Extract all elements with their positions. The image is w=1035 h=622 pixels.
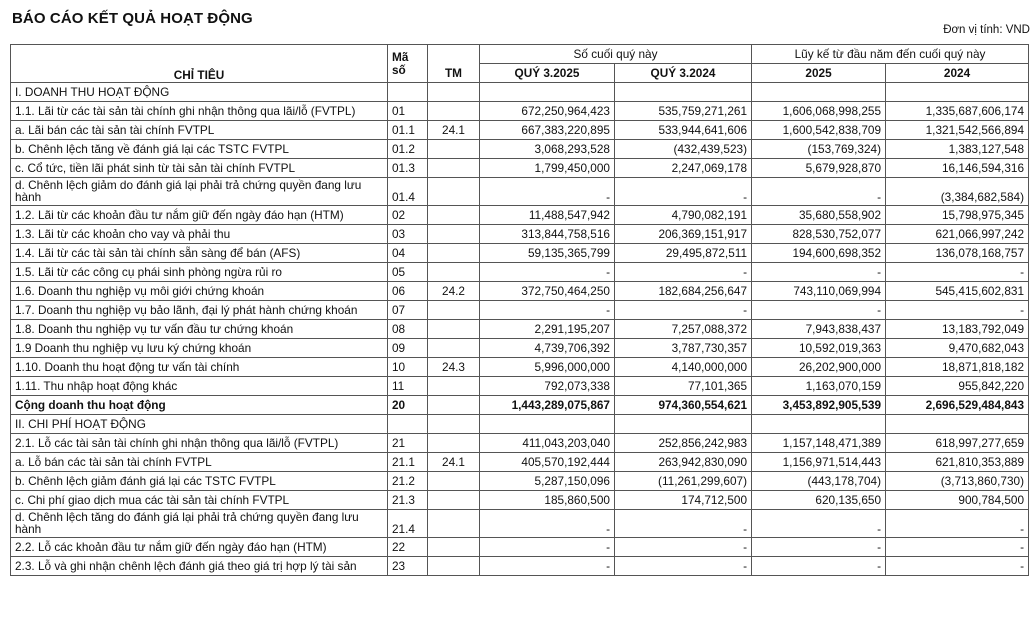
- row-ytd-current: (153,769,324): [752, 140, 886, 159]
- table-row: [11, 282, 1029, 301]
- row-ytd-current: 1,156,971,514,443: [752, 453, 886, 472]
- row-q-prior: -: [615, 510, 752, 538]
- row-q-current: 11,488,547,942: [480, 206, 615, 225]
- row-label: d. Chênh lệch tăng do đánh giá lại phải trả chứng quyền đang lưu hành: [11, 510, 388, 538]
- row-code: 21.1: [388, 453, 428, 472]
- row-label: c. Cổ tức, tiền lãi phát sinh từ tài sản tài chính FVTPL: [11, 159, 388, 178]
- table-row: [11, 491, 1029, 510]
- row-code: 21.2: [388, 472, 428, 491]
- row-q-prior: 533,944,641,606: [615, 121, 752, 140]
- row-ytd-prior: (3,384,682,584): [886, 178, 1029, 206]
- row-q-current: 2,291,195,207: [480, 320, 615, 339]
- row-code: 01: [388, 102, 428, 121]
- row-label: 1.7. Doanh thu nghiệp vụ bảo lãnh, đại lý phát hành chứng khoán: [11, 301, 388, 320]
- row-q-prior: -: [615, 557, 752, 576]
- row-q-current: -: [480, 538, 615, 557]
- row-ytd-current: 3,453,892,905,539: [752, 396, 886, 415]
- row-ytd-prior: 621,066,997,242: [886, 225, 1029, 244]
- header-ma-so: [388, 45, 428, 83]
- row-q-current: 313,844,758,516: [480, 225, 615, 244]
- row-ytd-prior: -: [886, 538, 1029, 557]
- row-q-prior: 2,247,069,178: [615, 159, 752, 178]
- row-q-prior: -: [615, 178, 752, 206]
- row-note: 24.1: [428, 453, 480, 472]
- row-ytd-current: 1,157,148,471,389: [752, 434, 886, 453]
- row-label: 1.1. Lãi từ các tài sản tài chính ghi nhận thông qua lãi/lỗ (FVTPL): [11, 102, 388, 121]
- row-ytd-prior: 955,842,220: [886, 377, 1029, 396]
- table-row: [11, 320, 1029, 339]
- row-code: [388, 83, 428, 102]
- row-label: 1.2. Lãi từ các khoản đầu tư nắm giữ đến ngày đáo hạn (HTM): [11, 206, 388, 225]
- row-ytd-prior: 900,784,500: [886, 491, 1029, 510]
- table-row: [11, 358, 1029, 377]
- row-q-prior: -: [615, 538, 752, 557]
- row-code: 20: [388, 396, 428, 415]
- row-label: b. Chênh lệch giảm đánh giá lại các TSTC FVTPL: [11, 472, 388, 491]
- row-q-current: 792,073,338: [480, 377, 615, 396]
- row-code: 22: [388, 538, 428, 557]
- row-note: [428, 301, 480, 320]
- row-ytd-prior: 18,871,818,182: [886, 358, 1029, 377]
- row-ytd-current: [752, 83, 886, 102]
- header-ytd-prior: 2024: [886, 64, 1029, 83]
- row-ytd-current: 1,600,542,838,709: [752, 121, 886, 140]
- row-note: [428, 159, 480, 178]
- row-label: 2.3. Lỗ và ghi nhận chênh lệch đánh giá theo giá trị hợp lý tài sản: [11, 557, 388, 576]
- row-code: 02: [388, 206, 428, 225]
- row-note: 24.3: [428, 358, 480, 377]
- row-ytd-current: -: [752, 538, 886, 557]
- row-ytd-current: 620,135,650: [752, 491, 886, 510]
- row-ytd-prior: 1,321,542,566,894: [886, 121, 1029, 140]
- table-row: [11, 263, 1029, 282]
- row-q-prior: 206,369,151,917: [615, 225, 752, 244]
- row-ytd-current: 1,163,070,159: [752, 377, 886, 396]
- row-note: [428, 377, 480, 396]
- row-ytd-current: -: [752, 510, 886, 538]
- table-row: [11, 178, 1029, 206]
- table-row: [11, 434, 1029, 453]
- row-q-prior: 29,495,872,511: [615, 244, 752, 263]
- row-label: b. Chênh lệch tăng về đánh giá lại các TSTC FVTPL: [11, 140, 388, 159]
- row-label: II. CHI PHÍ HOẠT ĐỘNG: [11, 415, 388, 434]
- row-ytd-current: -: [752, 557, 886, 576]
- row-code: 21.4: [388, 510, 428, 538]
- row-note: [428, 320, 480, 339]
- table-row: [11, 244, 1029, 263]
- row-q-current: -: [480, 178, 615, 206]
- row-q-prior: -: [615, 263, 752, 282]
- row-ytd-prior: -: [886, 301, 1029, 320]
- row-note: [428, 415, 480, 434]
- row-q-current: 59,135,365,799: [480, 244, 615, 263]
- row-ytd-prior: 1,335,687,606,174: [886, 102, 1029, 121]
- row-q-prior: -: [615, 301, 752, 320]
- row-ytd-current: 743,110,069,994: [752, 282, 886, 301]
- row-ytd-current: 5,679,928,870: [752, 159, 886, 178]
- row-q-prior: [615, 83, 752, 102]
- row-q-prior: (11,261,299,607): [615, 472, 752, 491]
- row-q-prior: 974,360,554,621: [615, 396, 752, 415]
- row-ytd-prior: 621,810,353,889: [886, 453, 1029, 472]
- row-label: 1.5. Lãi từ các công cụ phái sinh phòng ngừa rủi ro: [11, 263, 388, 282]
- row-ytd-prior: -: [886, 263, 1029, 282]
- row-ytd-current: -: [752, 178, 886, 206]
- row-code: 09: [388, 339, 428, 358]
- row-ytd-prior: (3,713,860,730): [886, 472, 1029, 491]
- header-ma-so-line2: số: [392, 62, 406, 77]
- row-ytd-current: 7,943,838,437: [752, 320, 886, 339]
- row-note: [428, 557, 480, 576]
- row-q-current: [480, 415, 615, 434]
- row-label: 1.6. Doanh thu nghiệp vụ môi giới chứng khoán: [11, 282, 388, 301]
- row-ytd-prior: [886, 83, 1029, 102]
- row-code: [388, 415, 428, 434]
- header-row-1: [11, 45, 1029, 64]
- row-ytd-current: 1,606,068,998,255: [752, 102, 886, 121]
- row-code: 23: [388, 557, 428, 576]
- row-ytd-prior: [886, 415, 1029, 434]
- row-q-current: 672,250,964,423: [480, 102, 615, 121]
- row-code: 21.3: [388, 491, 428, 510]
- table-row: [11, 301, 1029, 320]
- row-label: 1.8. Doanh thu nghiệp vụ tư vấn đầu tư chứng khoán: [11, 320, 388, 339]
- row-q-current: 1,443,289,075,867: [480, 396, 615, 415]
- row-ytd-prior: 15,798,975,345: [886, 206, 1029, 225]
- row-note: [428, 491, 480, 510]
- table-row: [11, 102, 1029, 121]
- row-label: a. Lỗ bán các tài sản tài chính FVTPL: [11, 453, 388, 472]
- table-row: [11, 339, 1029, 358]
- header-quarter-group: Số cuối quý này: [480, 45, 752, 64]
- row-ytd-prior: 136,078,168,757: [886, 244, 1029, 263]
- row-q-current: [480, 83, 615, 102]
- row-code: 03: [388, 225, 428, 244]
- total-row: [11, 396, 1029, 415]
- table-row: [11, 159, 1029, 178]
- row-ytd-prior: 13,183,792,049: [886, 320, 1029, 339]
- row-ytd-prior: 2,696,529,484,843: [886, 396, 1029, 415]
- table-row: [11, 140, 1029, 159]
- row-label: I. DOANH THU HOẠT ĐỘNG: [11, 83, 388, 102]
- row-q-current: -: [480, 510, 615, 538]
- row-code: 01.2: [388, 140, 428, 159]
- row-ytd-prior: 545,415,602,831: [886, 282, 1029, 301]
- table-row: [11, 510, 1029, 538]
- row-ytd-current: 828,530,752,077: [752, 225, 886, 244]
- row-note: [428, 225, 480, 244]
- table-row: [11, 121, 1029, 140]
- row-q-current: -: [480, 301, 615, 320]
- row-label: c. Chi phí giao dịch mua các tài sản tài chính FVTPL: [11, 491, 388, 510]
- row-code: 07: [388, 301, 428, 320]
- row-label: 1.4. Lãi từ các tài sản tài chính sẵn sàng để bán (AFS): [11, 244, 388, 263]
- row-note: [428, 178, 480, 206]
- row-label: 1.9 Doanh thu nghiệp vụ lưu ký chứng khoán: [11, 339, 388, 358]
- row-code: 11: [388, 377, 428, 396]
- row-ytd-prior: 1,383,127,548: [886, 140, 1029, 159]
- header-tm: TM: [428, 45, 480, 83]
- row-code: 01.3: [388, 159, 428, 178]
- row-ytd-current: 35,680,558,902: [752, 206, 886, 225]
- row-label: d. Chênh lệch giảm do đánh giá lại phải trả chứng quyền đang lưu hành: [11, 178, 388, 206]
- row-note: [428, 102, 480, 121]
- row-q-current: -: [480, 263, 615, 282]
- row-q-current: -: [480, 557, 615, 576]
- table-row: [11, 225, 1029, 244]
- row-q-prior: [615, 415, 752, 434]
- report-title: BÁO CÁO KẾT QUẢ HOẠT ĐỘNG: [12, 10, 253, 27]
- row-note: [428, 244, 480, 263]
- row-ytd-prior: 16,146,594,316: [886, 159, 1029, 178]
- table-body: [11, 83, 1029, 576]
- row-code: 10: [388, 358, 428, 377]
- header-chi-tieu: CHỈ TIÊU: [11, 45, 388, 83]
- row-code: 08: [388, 320, 428, 339]
- row-ytd-prior: 9,470,682,043: [886, 339, 1029, 358]
- row-q-prior: 4,790,082,191: [615, 206, 752, 225]
- row-label: 1.11. Thu nhập hoạt động khác: [11, 377, 388, 396]
- header-ytd-group: Lũy kế từ đầu năm đến cuối quý này: [752, 45, 1029, 64]
- row-note: [428, 472, 480, 491]
- row-q-prior: 252,856,242,983: [615, 434, 752, 453]
- row-code: 04: [388, 244, 428, 263]
- section-header-row: [11, 83, 1029, 102]
- row-q-current: 5,287,150,096: [480, 472, 615, 491]
- row-ytd-current: -: [752, 301, 886, 320]
- row-q-current: 372,750,464,250: [480, 282, 615, 301]
- row-label: 1.10. Doanh thu hoạt động tư vấn tài chính: [11, 358, 388, 377]
- row-note: [428, 263, 480, 282]
- row-q-current: 185,860,500: [480, 491, 615, 510]
- row-q-current: 3,068,293,528: [480, 140, 615, 159]
- row-ytd-prior: -: [886, 557, 1029, 576]
- row-label: a. Lãi bán các tài sản tài chính FVTPL: [11, 121, 388, 140]
- row-code: 21: [388, 434, 428, 453]
- header-ma-so-line1: Mã: [392, 49, 409, 64]
- row-label: Cộng doanh thu hoạt động: [11, 396, 388, 415]
- row-code: 05: [388, 263, 428, 282]
- income-statement-table: [10, 44, 1029, 576]
- row-q-current: 667,383,220,895: [480, 121, 615, 140]
- row-ytd-prior: -: [886, 510, 1029, 538]
- table-row: [11, 453, 1029, 472]
- row-ytd-current: 10,592,019,363: [752, 339, 886, 358]
- row-ytd-prior: 618,997,277,659: [886, 434, 1029, 453]
- row-q-current: 411,043,203,040: [480, 434, 615, 453]
- row-q-prior: 263,942,830,090: [615, 453, 752, 472]
- row-label: 2.2. Lỗ các khoản đầu tư nắm giữ đến ngày đáo hạn (HTM): [11, 538, 388, 557]
- row-q-current: 405,570,192,444: [480, 453, 615, 472]
- row-note: 24.1: [428, 121, 480, 140]
- row-q-prior: 7,257,088,372: [615, 320, 752, 339]
- row-q-prior: (432,439,523): [615, 140, 752, 159]
- row-note: [428, 83, 480, 102]
- row-ytd-current: 194,600,698,352: [752, 244, 886, 263]
- row-note: [428, 206, 480, 225]
- row-q-prior: 4,140,000,000: [615, 358, 752, 377]
- row-note: [428, 510, 480, 538]
- row-note: [428, 339, 480, 358]
- row-note: [428, 396, 480, 415]
- table-row: [11, 472, 1029, 491]
- row-ytd-current: [752, 415, 886, 434]
- row-q-current: 4,739,706,392: [480, 339, 615, 358]
- row-note: [428, 434, 480, 453]
- table-row: [11, 557, 1029, 576]
- row-note: [428, 140, 480, 159]
- row-q-prior: 182,684,256,647: [615, 282, 752, 301]
- row-ytd-current: -: [752, 263, 886, 282]
- section-header-row: [11, 415, 1029, 434]
- currency-unit-note: Đơn vị tính: VND: [943, 24, 1030, 36]
- row-ytd-current: 26,202,900,000: [752, 358, 886, 377]
- row-q-prior: 174,712,500: [615, 491, 752, 510]
- table-row: [11, 538, 1029, 557]
- row-ytd-current: (443,178,704): [752, 472, 886, 491]
- row-q-current: 1,799,450,000: [480, 159, 615, 178]
- row-code: 01.4: [388, 178, 428, 206]
- row-q-prior: 3,787,730,357: [615, 339, 752, 358]
- header-q-prior: QUÝ 3.2024: [615, 64, 752, 83]
- row-q-prior: 77,101,365: [615, 377, 752, 396]
- header-q-current: QUÝ 3.2025: [480, 64, 615, 83]
- row-note: 24.2: [428, 282, 480, 301]
- row-q-current: 5,996,000,000: [480, 358, 615, 377]
- table-row: [11, 377, 1029, 396]
- row-q-prior: 535,759,271,261: [615, 102, 752, 121]
- row-note: [428, 538, 480, 557]
- header-ytd-current: 2025: [752, 64, 886, 83]
- row-label: 2.1. Lỗ các tài sản tài chính ghi nhận thông qua lãi/lỗ (FVTPL): [11, 434, 388, 453]
- row-code: 06: [388, 282, 428, 301]
- row-code: 01.1: [388, 121, 428, 140]
- table-row: [11, 206, 1029, 225]
- row-label: 1.3. Lãi từ các khoản cho vay và phải thu: [11, 225, 388, 244]
